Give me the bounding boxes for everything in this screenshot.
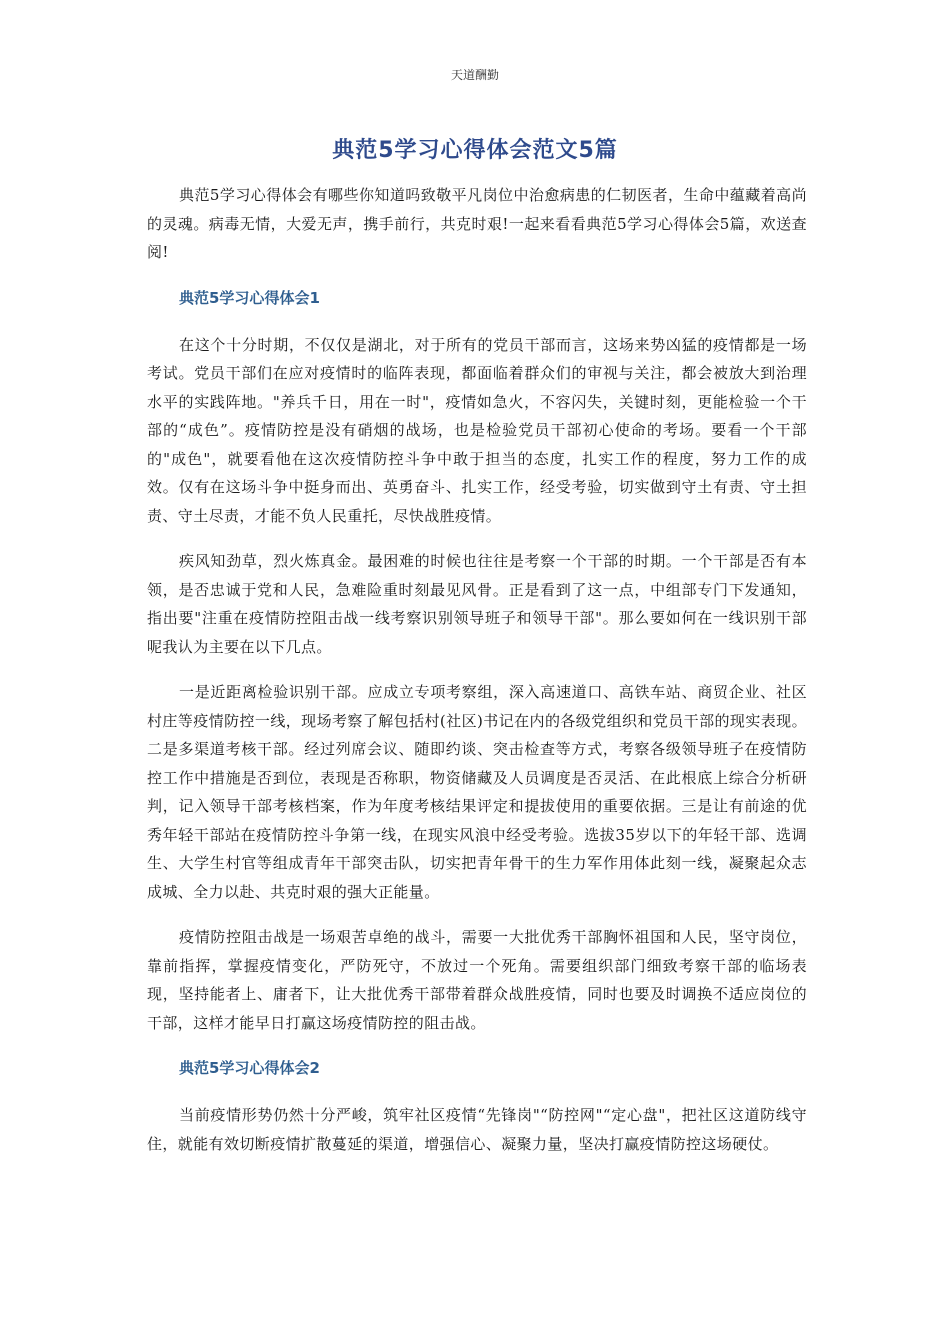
page-header: 天道酬勤 — [450, 68, 499, 82]
section-1-paragraph-4: 疫情防控阻击战是一场艰苦卓绝的战斗，需要一大批优秀干部胸怀祖国和人民，坚守岗位，靠前指挥，掌握疫情变化，严防死守，不放过一个死角。需要组织部门细致考察干部的临场表现，坚持能者上、庸者下，让大批优秀干部带着群众战胜疫情，同时也要及时调换不适应岗位的干部，这样才能早日打赢这场疫情防控的阻击战。 — [147, 928, 807, 1032]
document-body — [147, 181, 807, 1175]
section-heading-2: 典范5学习心得体会2 — [179, 1059, 320, 1077]
document-title: 典范5学习心得体会范文5篇 — [332, 138, 618, 163]
section-heading-1: 典范5学习心得体会1 — [179, 288, 320, 307]
section-1-paragraph-1: 在这个十分时期，不仅仅是湖北，对于所有的党员干部而言，这场来势凶猛的疫情都是一场考试。党员干部们在应对疫情时的临阵表现，都面临着群众们的审视与关注，都会被放大到治理水平的实践阵地。"养兵千日，用在一时"，疫情如急火，不容闪失，关键时刻，更能检验一个干部的“成色”。疫情防控是没有硝烟的战场，也是检验党员干部初心使命的考场。要看一个干部的"成色"，就要看他在这次疫情防控斗争中敢于担当的态度，扎实工作的程度，努力工作的成效。仅有在这场斗争中挺身而出、英勇奋斗、扎实工作，经受考验，切实做到守土有责、守土担责、守土尽责，才能不负人民重托，尽快战胜疫情。 — [147, 335, 807, 525]
intro-paragraph: 典范5学习心得体会有哪些你知道吗致敬平凡岗位中治愈病患的仁韧医者，生命中蕴藏着高尚的灵魂。病毒无情，大爱无声，携手前行，共克时艰!一起来看看典范5学习心得体会5篇，欢送查阅! — [147, 186, 807, 261]
section-2-paragraph-1: 当前疫情形势仍然十分严峻，筑牢社区疫情“先锋岗"“防控网"“定心盘"，把社区这道防线守住，就能有效切断疫情扩散蔓延的渠道，增强信心、凝聚力量，坚决打赢疫情防控这场硬仗。 — [147, 1106, 807, 1153]
section-1-paragraph-3: 一是近距离检验识别干部。应成立专项考察组，深入高速道口、高铁车站、商贸企业、社区村庄等疫情防控一线，现场考察了解包括村(社区)书记在内的各级党组织和党员干部的现实表现。二是多渠道考核干部。经过列席会议、随即约谈、突击检查等方式，考察各级领导班子在疫情防控工作中措施是否到位，表现是否称职，物资储藏及人员调度是否灵活、在此根底上综合分析研判，记入领导干部考核档案，作为年度考核结果评定和提拔使用的重要依据。三是让有前途的优秀年轻干部站在疫情防控斗争第一线，在现实风浪中经受考验。选拔35岁以下的年轻干部、选调生、大学生村官等组成青年干部突击队，切实把青年骨干的生力军作用体此刻一线，凝聚起众志成城、全力以赴、共克时艰的强大正能量。 — [147, 683, 807, 901]
section-1-paragraph-2: 疾风知劲草，烈火炼真金。最困难的时候也往往是考察一个干部的时期。一个干部是否有本领，是否忠诚于党和人民，急难险重时刻最见风骨。正是看到了这一点，中组部专门下发通知，指出要"注重在疫情防控阻击战一线考察识别领导班子和领导干部"。那么要如何在一线识别干部呢我认为主要在以下几点。 — [147, 552, 807, 656]
